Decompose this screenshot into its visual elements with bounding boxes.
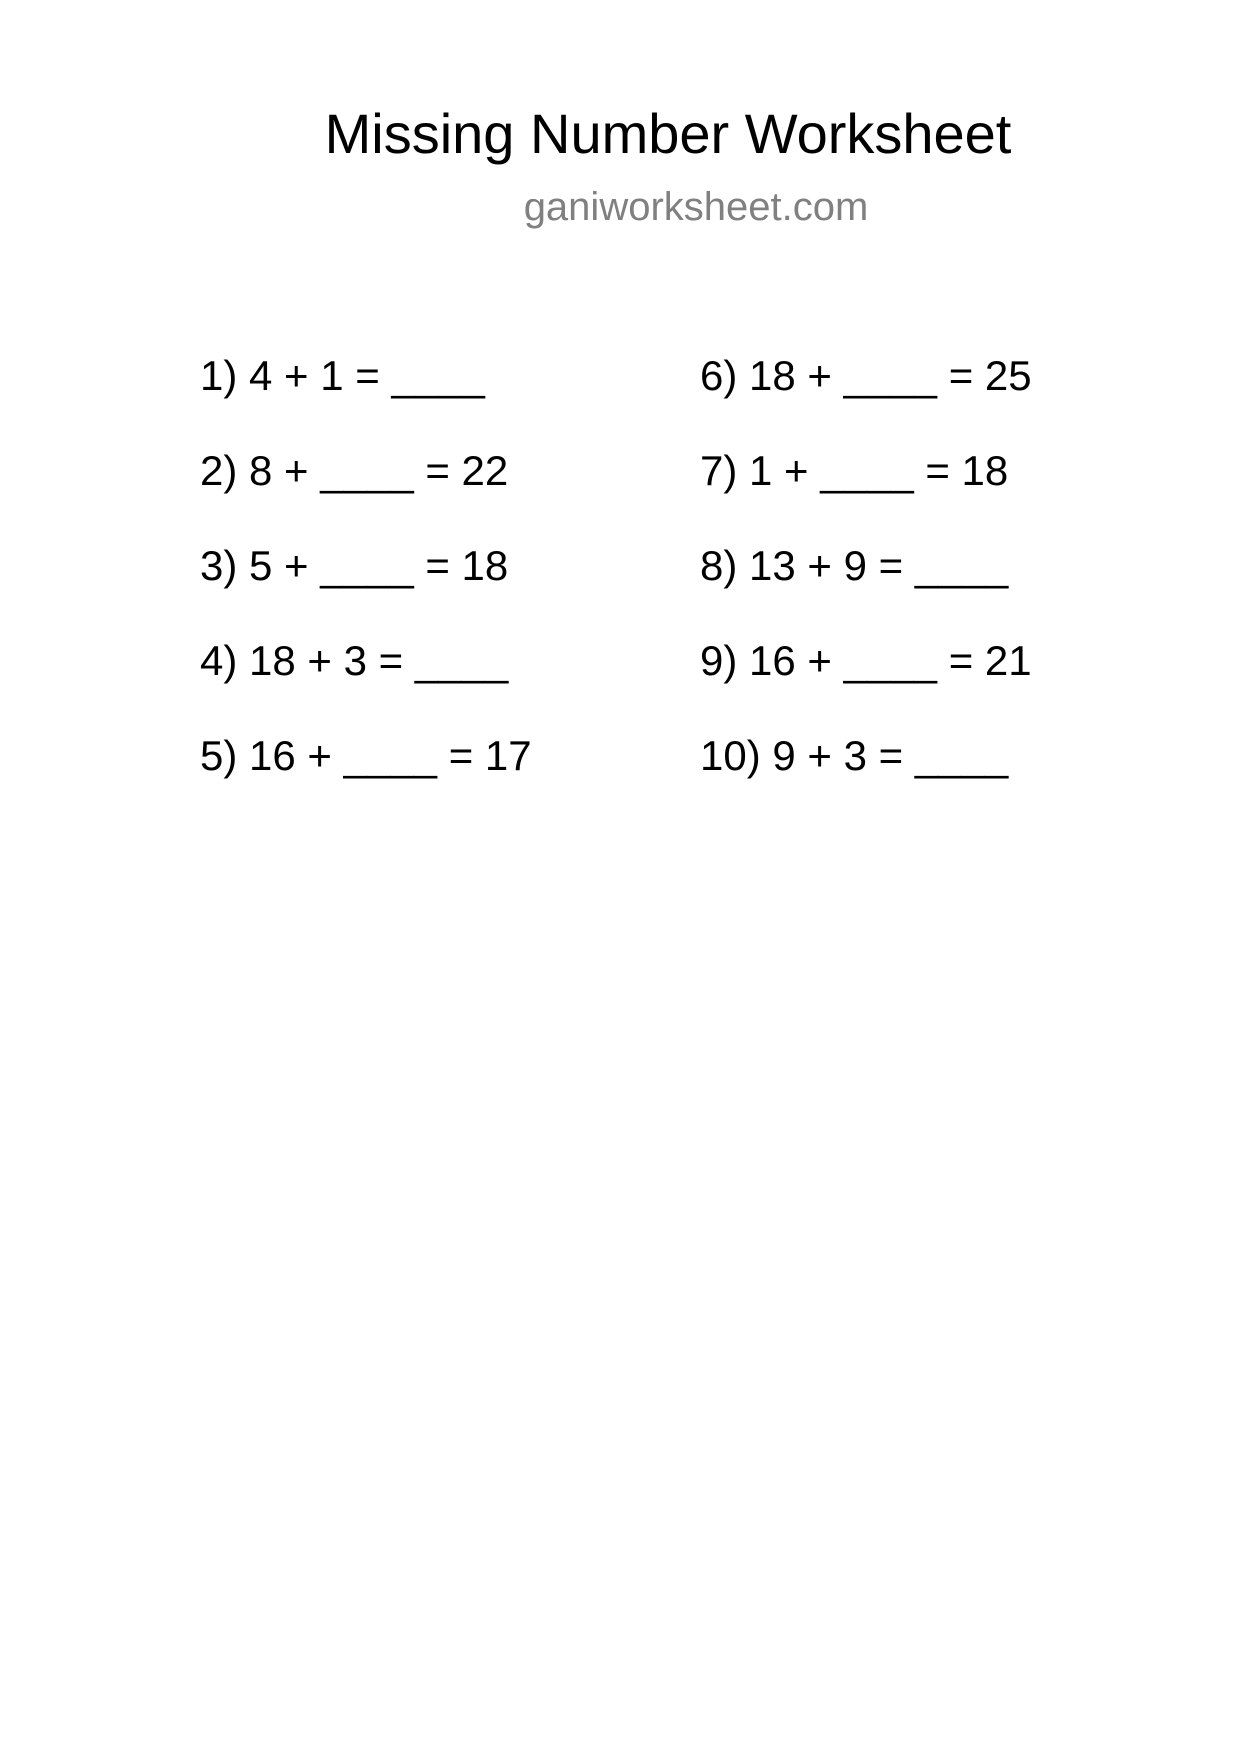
- problem-2: 2) 8 + ____ = 22: [200, 447, 509, 494]
- problem-column-right: [700, 348, 1032, 823]
- problem-10: 10) 9 + 3 = ____: [700, 732, 1009, 779]
- problem-5: 5) 16 + ____ = 17: [200, 732, 532, 779]
- problem-4: 4) 18 + 3 = ____: [200, 637, 509, 684]
- problem-8: 8) 13 + 9 = ____: [700, 542, 1009, 589]
- worksheet-title: Missing Number Worksheet: [324, 102, 1012, 165]
- site-name: ganiworksheet.com: [523, 185, 869, 229]
- problem-3: 3) 5 + ____ = 18: [200, 542, 509, 589]
- problem-9: 9) 16 + ____ = 21: [700, 637, 1032, 684]
- problem-column-left: [200, 348, 532, 823]
- problem-6: 6) 18 + ____ = 25: [700, 352, 1032, 399]
- problem-7: 7) 1 + ____ = 18: [700, 447, 1009, 494]
- problem-1: 1) 4 + 1 = ____: [200, 352, 485, 399]
